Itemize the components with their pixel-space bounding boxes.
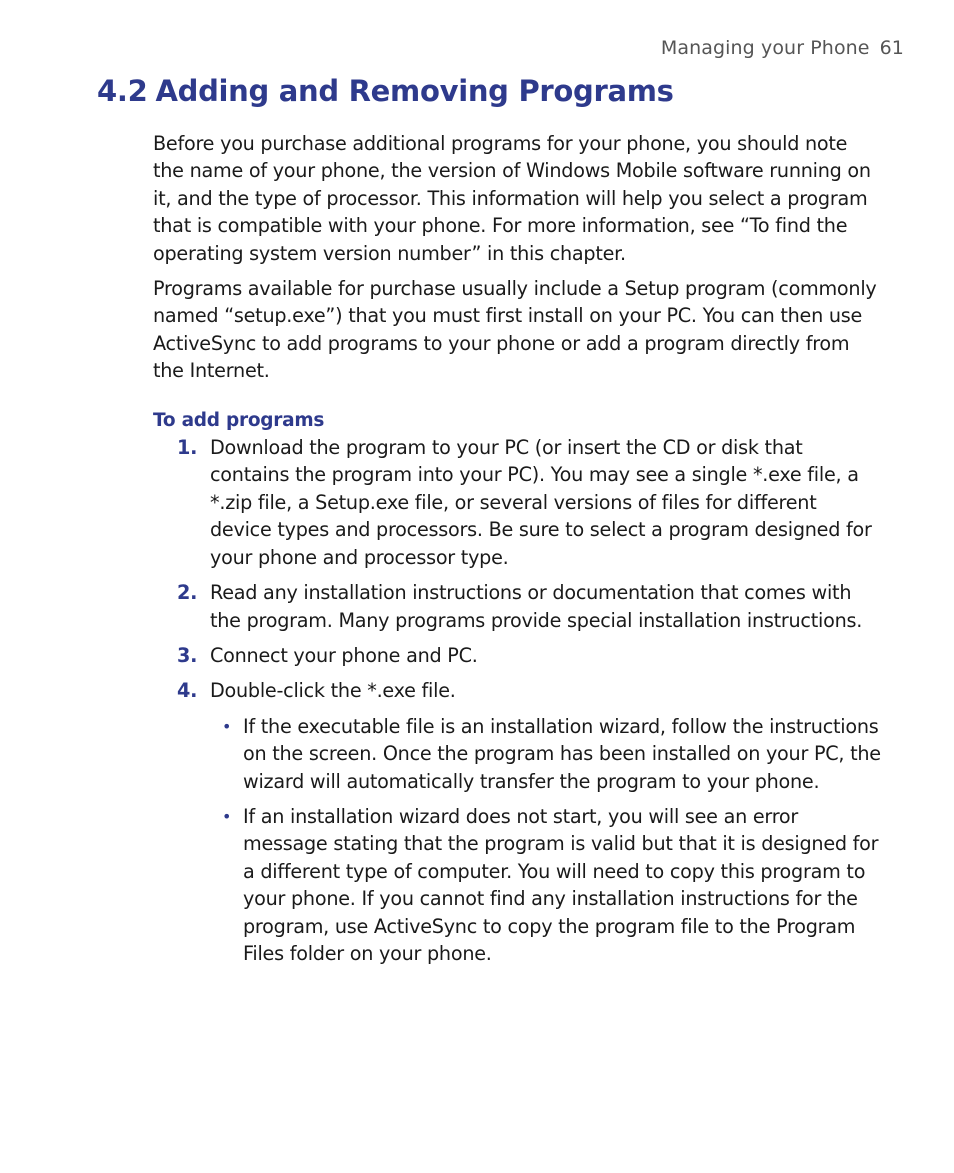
section-title-text: Adding and Removing Programs (155, 74, 674, 108)
step-text: Connect your phone and PC. (210, 643, 478, 667)
section-number: 4.2 (97, 74, 148, 108)
running-header (661, 37, 904, 59)
step-item (153, 579, 883, 634)
procedure-steps (153, 434, 883, 967)
page-number: 61 (879, 37, 904, 59)
step-text: Download the program to your PC (or insert the CD or disk that contains the program into your PC). You may see a single *.exe file, a *.zip file, a Setup.exe file, or several versions of files for different device types and processors. Be sure to select a program designed for your phone and processor type. (210, 436, 872, 569)
step-item (153, 434, 883, 571)
bullet-dot-icon: • (222, 716, 232, 736)
bullet-text: If the executable file is an installation wizard, follow the instructions on the screen. Once the program has been installed on your PC, the wizard will automatically transfer the program to your phone. (243, 714, 881, 793)
bullet-item (210, 803, 883, 967)
step-number: 1. (177, 436, 198, 460)
step-number: 4. (177, 679, 198, 703)
step-number: 3. (177, 643, 198, 667)
section-title (97, 74, 674, 108)
step-text: Read any installation instructions or documentation that comes with the program. Many programs provide special installation instructions. (210, 581, 863, 632)
bullet-item (210, 713, 883, 795)
step-text: Double-click the *.exe file. (210, 679, 456, 703)
bullet-dot-icon: • (222, 806, 232, 826)
running-title: Managing your Phone (660, 37, 870, 59)
setup-paragraph: Programs available for purchase usually include a Setup program (commonly named “setup.exe”) that you must first install on your PC. You can then use ActiveSync to add programs to your phone or add a program directly from the Internet. (153, 277, 877, 383)
step-item (153, 677, 883, 967)
step-item (153, 642, 883, 669)
procedure-heading: To add programs (153, 409, 325, 431)
step-4-bullets (210, 713, 883, 968)
bullet-text: If an installation wizard does not start, you will see an error message stating that the program is valid but that it is designed for a different type of computer. You will need to copy this program to your phone. If you cannot find any installation instructions for the program, use ActiveSync to copy the program file to the Program Files folder on your phone. (243, 804, 879, 965)
intro-paragraph: Before you purchase additional programs for your phone, you should note the name of your phone, the version of Windows Mobile software running on it, and the type of processor. This information will help you select a program that is compatible with your phone. For more information, see “To find the operating system version number” in this chapter. (153, 132, 871, 265)
step-number: 2. (177, 581, 198, 605)
body-content (153, 130, 883, 975)
